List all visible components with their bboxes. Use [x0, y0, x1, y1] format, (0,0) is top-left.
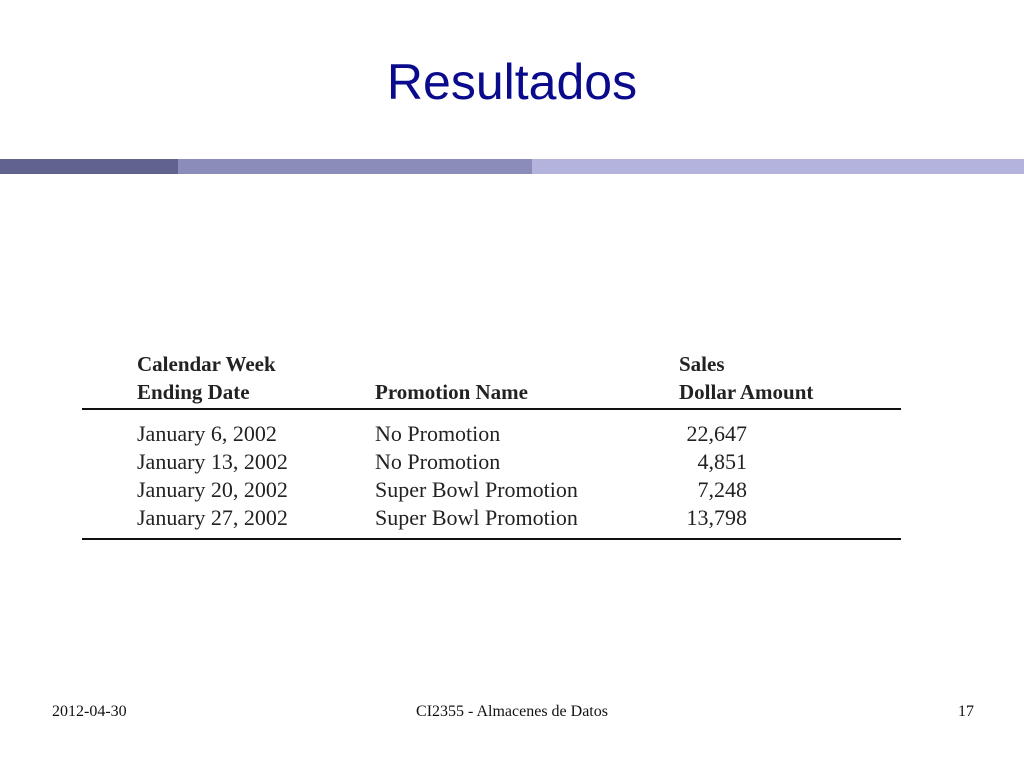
header-week-ending-date [137, 350, 276, 406]
table-header [82, 350, 901, 408]
table-row [82, 476, 901, 504]
footer-course-name: CI2355 - Almacenes de Datos [416, 703, 608, 720]
header-promotion-name: Promotion Name [375, 380, 528, 404]
header-sales-amount [679, 350, 813, 406]
cell-sales: 22,647 [686, 421, 747, 446]
title-bar-segment-mid [178, 159, 532, 174]
cell-date: January 6, 2002 [137, 421, 277, 446]
cell-promotion: Super Bowl Promotion [375, 505, 578, 530]
title-bar-segment-dark [0, 159, 178, 174]
header-date-line2: Ending Date [137, 380, 250, 404]
table-row [82, 420, 901, 448]
cell-promotion: No Promotion [375, 449, 501, 474]
cell-promotion: Super Bowl Promotion [375, 477, 578, 502]
title-underline-bar [0, 159, 1024, 174]
table-body [82, 410, 901, 538]
cell-sales: 7,248 [697, 477, 747, 502]
cell-promotion: No Promotion [375, 421, 501, 446]
cell-date: January 27, 2002 [137, 505, 288, 530]
cell-date: January 13, 2002 [137, 449, 288, 474]
table-row [82, 448, 901, 476]
table-row [82, 504, 901, 532]
cell-sales: 4,851 [697, 449, 747, 474]
slide-title: Resultados [386, 54, 638, 110]
header-sales-line2: Dollar Amount [679, 380, 814, 404]
footer-page-number: 17 [958, 703, 974, 720]
header-date-line1: Calendar Week [137, 352, 276, 376]
results-table [82, 350, 901, 540]
header-sales-line1: Sales [679, 352, 725, 376]
cell-date: January 20, 2002 [137, 477, 288, 502]
title-bar-segment-light [532, 159, 1024, 174]
cell-sales: 13,798 [686, 505, 747, 530]
footer-rule [82, 538, 901, 540]
footer-date: 2012-04-30 [52, 703, 127, 720]
